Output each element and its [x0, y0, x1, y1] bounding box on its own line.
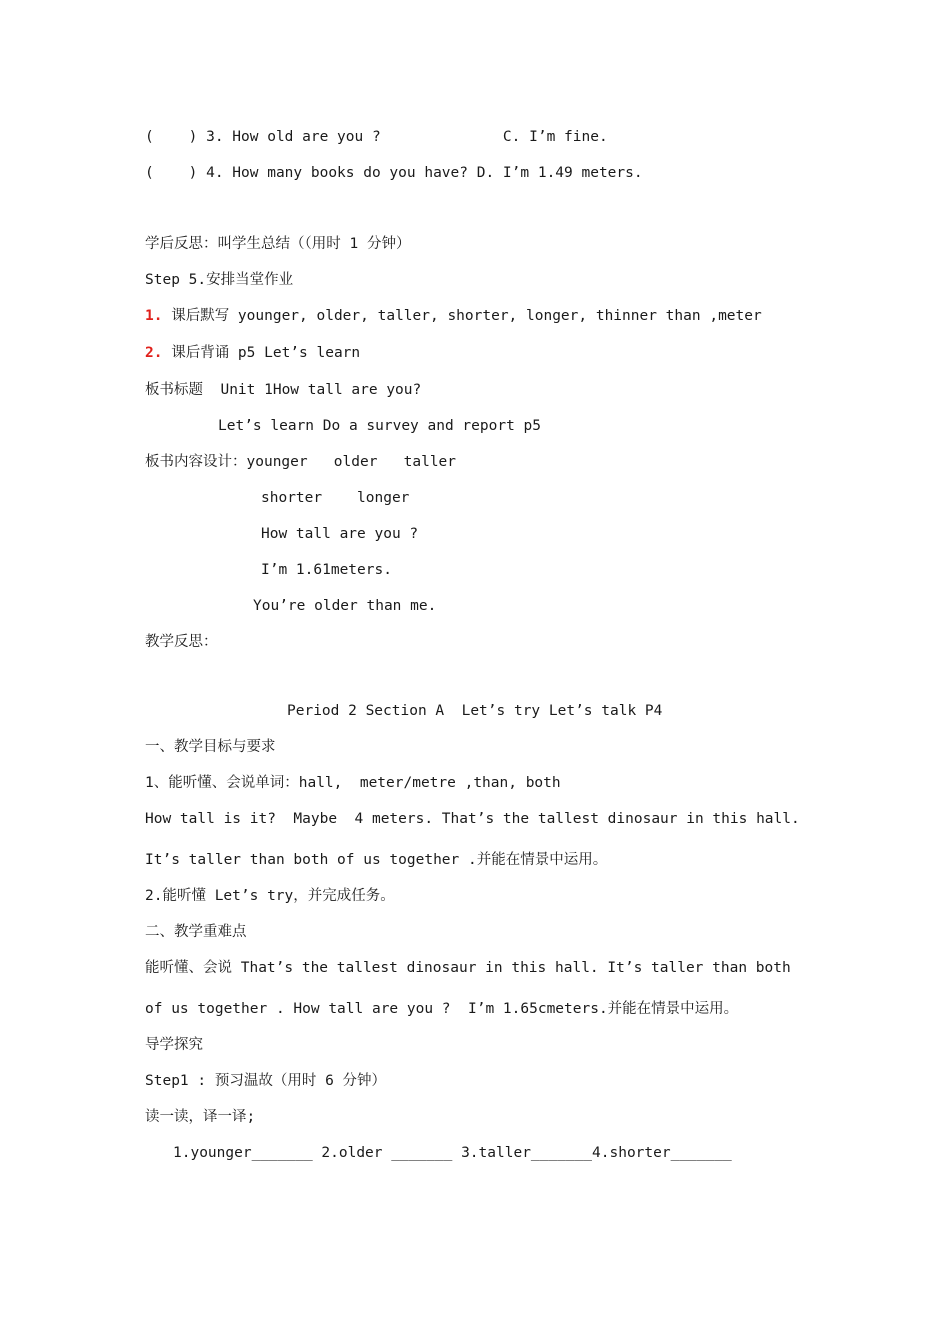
read-translate-instruction: 读一读，译一译;: [145, 1109, 256, 1125]
section-objectives-heading: 一、教学目标与要求: [145, 739, 276, 755]
objective-sentence-2: It’s taller than both of us together .并能在情景中运用。: [145, 852, 608, 868]
objective-1: 1、能听懂、会说单词：hall, meter/metre ,than, both: [145, 775, 561, 791]
homework-text-1: 课后默写 younger, older, taller, shorter, longer, thinner than ,meter: [162, 308, 762, 324]
step5-heading: Step 5.安排当堂作业: [145, 272, 294, 288]
objective-sentence-1: How tall is it? Maybe 4 meters. That’s the tallest dinosaur in this hall.: [145, 811, 800, 827]
board-subtitle: Let’s learn Do a survey and report p5: [218, 418, 542, 434]
homework-number-1: 1.: [145, 308, 163, 324]
homework-item-1: [145, 306, 762, 326]
board-content-line-2: shorter longer: [261, 490, 410, 506]
board-content-line-4: I’m 1.61meters.: [261, 562, 392, 578]
matching-item-3: ( ) 3. How old are you ? C. I’m fine.: [145, 129, 608, 145]
after-class-reflection: 学后反思：叫学生总结（（用时 1 分钟）: [145, 236, 411, 252]
matching-item-4: ( ) 4. How many books do you have? D. I’m 1.49 meters.: [145, 165, 643, 181]
homework-text-2: 课后背诵 p5 Let’s learn: [162, 345, 361, 361]
step1-heading: Step1 : 预习温故（用时 6 分钟）: [145, 1073, 387, 1089]
objective-2: 2.能听懂 Let’s try，并完成任务。: [145, 888, 395, 904]
section-keypoints-heading: 二、教学重难点: [145, 924, 247, 940]
homework-number-2: 2.: [145, 345, 163, 361]
board-title: 板书标题 Unit 1How tall are you?: [145, 382, 422, 398]
vocabulary-blanks: 1.younger_______ 2.older _______ 3.taller_______4.shorter_______: [173, 1145, 732, 1161]
board-content-line-5: You’re older than me.: [253, 598, 437, 614]
keypoints-line-2: of us together . How tall are you ? I’m 1.65cmeters.并能在情景中运用。: [145, 1001, 739, 1017]
homework-item-2: [145, 343, 360, 363]
keypoints-line-1: 能听懂、会说 That’s the tallest dinosaur in this hall. It’s taller than both: [145, 960, 791, 976]
board-content-line-3: How tall are you ?: [261, 526, 419, 542]
teaching-reflection: 教学反思：: [145, 634, 218, 650]
period-title: Period 2 Section A Let’s try Let’s talk P4: [287, 703, 663, 719]
guided-study-heading: 导学探究: [145, 1037, 203, 1053]
board-content-line-1: 板书内容设计：younger older taller: [145, 454, 457, 470]
